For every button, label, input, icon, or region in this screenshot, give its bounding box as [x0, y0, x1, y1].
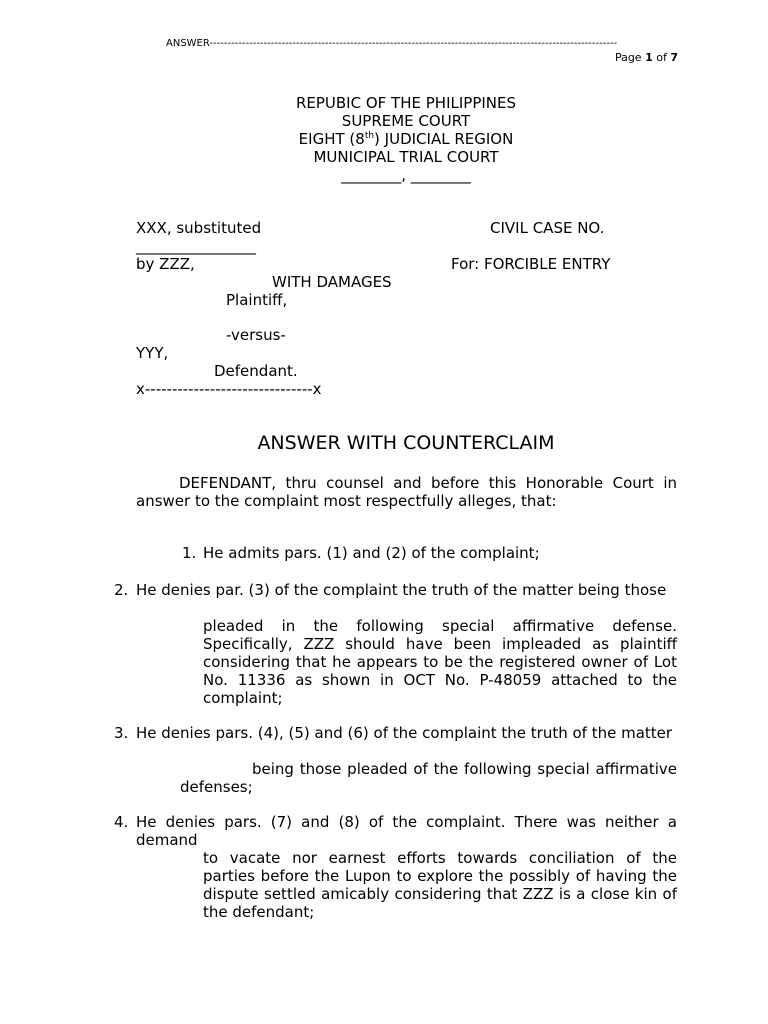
- paragraph-3-lead: He denies pars. (4), (5) and (6) of the complaint the truth of the matter: [136, 724, 673, 742]
- page-current: 1: [645, 51, 653, 64]
- defendant-name: YYY,: [136, 344, 169, 362]
- blank-line: ________________: [136, 237, 256, 255]
- defendant-label: Defendant.: [214, 362, 298, 380]
- caption-supreme-court: SUPREME COURT: [341, 112, 471, 130]
- plaintiff-label: Plaintiff,: [226, 291, 288, 309]
- paragraph-4-number: 4.: [114, 813, 129, 831]
- with-damages: WITH DAMAGES: [272, 273, 392, 291]
- paragraph-2-lead: He denies par. (3) of the complaint the truth of the matter being those: [136, 581, 667, 599]
- intro-paragraph: DEFENDANT, thru counsel and before this Honorable Court in answer to the complaint most respectfully alleges, that:: [136, 474, 677, 510]
- document-title: ANSWER WITH COUNTERCLAIM: [257, 432, 555, 454]
- page-label: Page: [614, 51, 646, 64]
- paragraph-4-continuation: to vacate nor earnest efforts towards conciliation of the parties before the Lupon to explore the possibly of having the dispute settled amicably considering that ZZZ is a close kin of the defendant;: [203, 849, 677, 921]
- paragraph-4-lead: He denies pars. (7) and (8) of the complaint. There was neither a demand: [136, 813, 677, 849]
- caption-location-blank: ________, ________: [341, 166, 471, 184]
- paragraph-1-number: 1.: [182, 544, 197, 562]
- paragraph-3-number: 3.: [114, 724, 129, 742]
- caption-judicial-region: EIGHT (8th) JUDICIAL REGION: [298, 130, 514, 148]
- page-number: [615, 51, 678, 64]
- page-of: of: [652, 51, 671, 64]
- running-header: ANSWER-----------------------------------------------------------------------------------------------------------------: [166, 38, 618, 49]
- versus: -versus-: [226, 326, 286, 344]
- paragraph-2-number: 2.: [114, 581, 129, 599]
- paragraph-1-text: He admits pars. (1) and (2) of the complaint;: [203, 544, 540, 562]
- civil-case-number: CIVIL CASE NO.: [490, 219, 605, 237]
- caption-trial-court: MUNICIPAL TRIAL COURT: [313, 148, 499, 166]
- case-nature: For: FORCIBLE ENTRY: [451, 255, 611, 273]
- substituted-by: by ZZZ,: [136, 255, 195, 273]
- plaintiff-name: XXX, substituted: [136, 219, 262, 237]
- paragraph-2-continuation: pleaded in the following special affirmative defense. Specifically, ZZZ should have been impleaded as plaintiff considering that he appears to be the registered owner of Lot No. 11336 as shown in OCT No. P-48059 attached to the complaint;: [203, 617, 677, 707]
- paragraph-3-continuation: being those pleaded of the following special affirmative defenses;: [180, 760, 677, 796]
- caption-separator: x-------------------------------x: [136, 380, 322, 398]
- page-total: 7: [670, 51, 678, 64]
- caption-republic: REPUBIC OF THE PHILIPPINES: [295, 94, 517, 112]
